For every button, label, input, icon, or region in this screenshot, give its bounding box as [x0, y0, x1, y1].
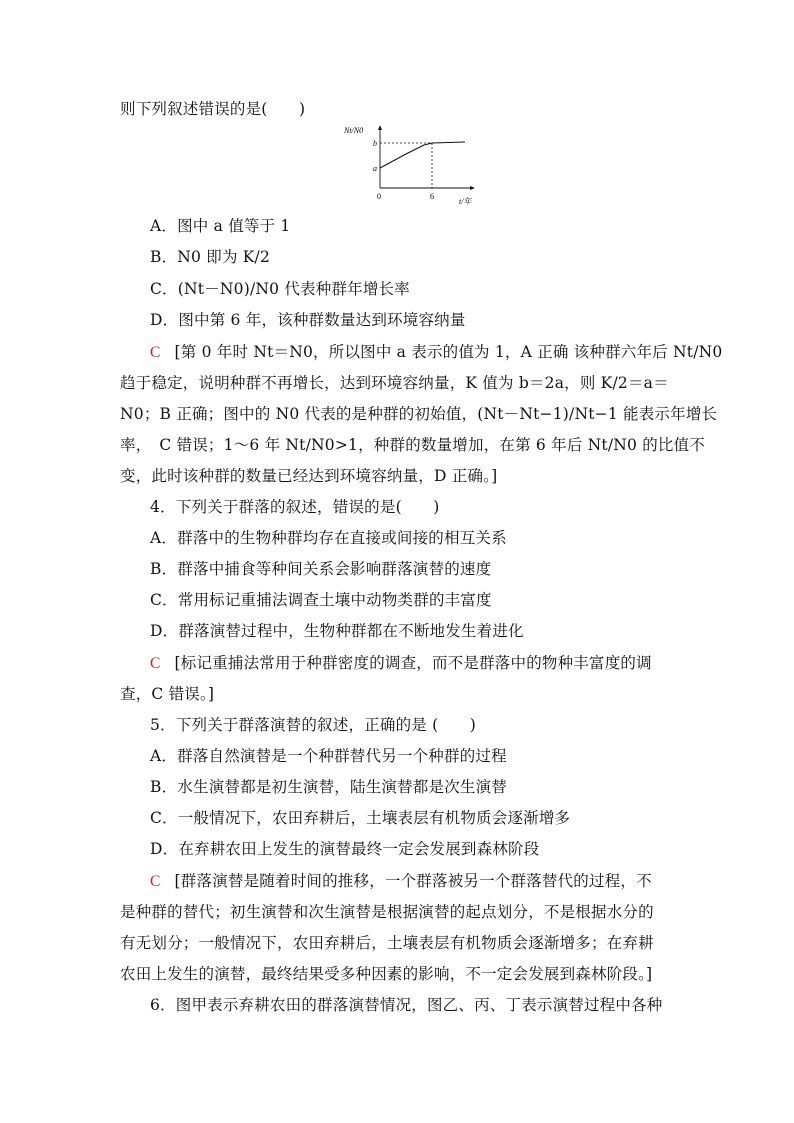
- chart-y-tick-b: b: [373, 139, 377, 148]
- q4-option-d: D．群落演替过程中，生物种群都在不断地发生着进化: [150, 622, 524, 640]
- chart-series-line: [380, 142, 465, 168]
- q5-explanation-line-4: 农田上发生的演替，最终结果受多种因素的影响，不一定会发展到森林阶段。]: [120, 965, 653, 983]
- chart-x-tick-0: 0: [377, 192, 381, 201]
- q3-explanation-line-1: C [第 0 年时 Nt＝N0，所以图中 a 表示的值为 1，A 正确 该种群六年后 Nt/N0: [150, 343, 723, 361]
- chart-x-arrow: [470, 186, 475, 190]
- q3-option-d: D．图中第 6 年，该种群数量达到环境容纳量: [150, 311, 466, 329]
- q5-explanation-line-2: 是种群的替代；初生演替和次生演替是根据演替的起点划分，不是根据水分的: [120, 903, 654, 921]
- q5-explanation-line-3: 有无划分；一般情况下，农田弃耕后，土壤表层有机物质会逐渐增多；在弃耕: [120, 934, 654, 952]
- q5-answer: C: [150, 873, 161, 890]
- q4-option-c: C．常用标记重捕法调查土壤中动物类群的丰富度: [150, 591, 492, 609]
- q4-answer: C: [150, 655, 161, 672]
- q5-option-d: D．在弃耕农田上发生的演替最终一定会发展到森林阶段: [150, 840, 540, 858]
- q5-option-c: C．一般情况下，农田弃耕后，土壤表层有机物质会逐渐增多: [150, 809, 571, 827]
- question-stem-tail: 则下列叙述错误的是( ): [120, 100, 306, 118]
- q5-option-b: B．水生演替都是初生演替，陆生演替都是次生演替: [150, 778, 507, 796]
- q3-explanation-line-3: N0；B 正确；图中的 N0 代表的是种群的初始值，(Nt－Nt−1)/Nt−1 能表示年增长: [120, 405, 718, 423]
- q3-explanation-line-2: 趋于稳定，说明种群不再增长，达到环境容纳量，K 值为 b＝2a，则 K/2＝a＝: [120, 374, 669, 392]
- q3-explanation-line-4: 率， C 错误；1～6 年 Nt/N0>1，种群的数量增加，在第 6 年后 Nt/N0 的比值不: [120, 436, 706, 454]
- q4-option-b: B．群落中捕食等种间关系会影响群落演替的速度: [150, 560, 492, 578]
- chart-y-label: Nt/N0: [344, 126, 364, 135]
- q5-option-a: A．群落自然演替是一个种群替代另一个种群的过程: [150, 747, 507, 765]
- q3-option-b: B．N0 即为 K/2: [150, 248, 271, 266]
- q4-option-a: A．群落中的生物种群均存在直接或间接的相互关系: [150, 529, 507, 547]
- q3-explanation-line-5: 变，此时该种群的数量已经达到环境容纳量，D 正确。]: [120, 467, 498, 485]
- q3-answer: C: [150, 344, 161, 361]
- q6-stem: 6．图甲表示弃耕农田的群落演替情况，图乙、丙、丁表示演替过程中各种: [150, 996, 663, 1014]
- q5-explanation-line-1: C [群落演替是随着时间的推移，一个群落被另一个群落替代的过程，不: [150, 872, 652, 890]
- chart-x-label: t/年: [459, 197, 472, 206]
- q4-explanation-line-2: 查，C 错误。]: [120, 685, 215, 703]
- q3-option-a: A．图中 a 值等于 1: [150, 217, 291, 235]
- q4-stem: 4．下列关于群落的叙述，错误的是( ): [150, 498, 440, 516]
- population-growth-chart: [340, 124, 490, 210]
- q3-option-c: C．(Nt－N0)/N0 代表种群年增长率: [150, 280, 410, 298]
- chart-y-arrow: [378, 125, 382, 130]
- q5-stem: 5．下列关于群落演替的叙述，正确的是 ( ): [150, 716, 476, 734]
- chart-x-tick-6: 6: [430, 192, 434, 201]
- chart-y-tick-a: a: [373, 164, 377, 173]
- q4-explanation-line-1: C [标记重捕法常用于种群密度的调查，而不是群落中的物种丰富度的调: [150, 654, 652, 672]
